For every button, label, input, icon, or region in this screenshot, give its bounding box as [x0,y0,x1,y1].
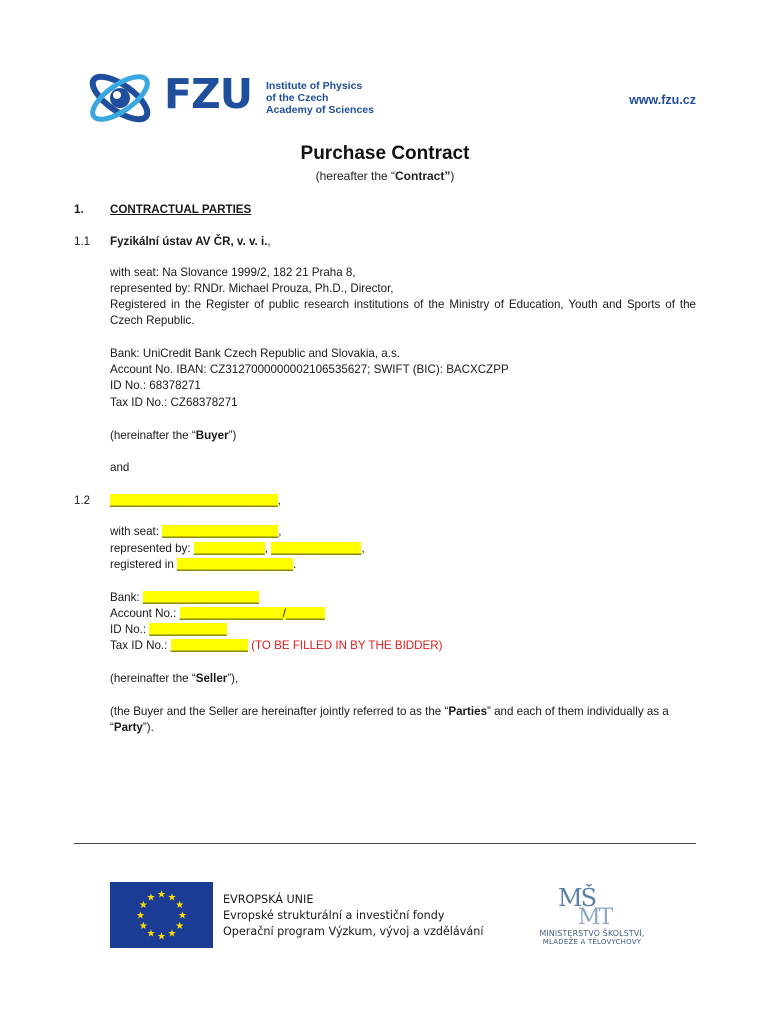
seller-registered: registered in __________________. [110,558,297,571]
fzu-atom-logo-icon [84,68,156,128]
buyer-account: Account No. IBAN: CZ3127000000002106535627; SWIFT (BIC): BACXCZPP [110,363,509,376]
buyer-registered: Registered in the Register of public research institutions of the Ministry of Education, Youth and Sports of the Czech Republic. [110,298,696,328]
bidder-fill-note: (TO BE FILLED IN BY THE BIDDER) [247,639,443,652]
seller-id-blank[interactable]: ____________ [149,623,227,636]
buyer-represented: represented by: RNDr. Michael Prouza, Ph.D., Director, [110,282,394,295]
seller-seat-blank[interactable]: __________________ [162,525,279,538]
seller-registered-blank[interactable]: __________________ [177,558,294,571]
eu-star-icon: ★ [175,921,185,932]
clause-number: 1.1 [74,235,91,248]
section-number: 1. [74,203,84,216]
seller-name-blank[interactable]: __________________________ [110,494,278,507]
seller-name: __________________________, [110,494,281,507]
seller-representative-role-blank[interactable]: ______________ [271,542,362,555]
seller-tax-id: Tax ID No.: ____________ (TO BE FILLED IN BY THE BIDDER) [110,639,443,652]
msmt-name [524,929,660,947]
seller-bank: Bank: __________________ [110,591,259,604]
eu-text-line: Evropské strukturální a investiční fondy [223,909,445,923]
eu-funding-text [223,892,483,941]
eu-text-line: Operační program Výzkum, vývoj a vzdělávání [223,925,484,939]
buyer-id: ID No.: 68378271 [110,379,201,392]
buyer-seat: with seat: Na Slovance 1999/2, 182 21 Praha 8, [110,266,356,279]
seller-bank-blank[interactable]: __________________ [142,591,259,604]
section-heading: CONTRACTUAL PARTIES [110,203,252,216]
parties-definition: (the Buyer and the Seller are hereinafter jointly referred to as the “Parties” and each of them individually as a “Party”). [110,705,669,735]
clause-number: 1.2 [74,494,91,507]
seller-id: ID No.: ____________ [110,623,227,636]
footer-divider [74,843,696,844]
seller-represented: represented by: ___________, ______________, [110,542,365,555]
msmt-logo-icon [556,884,626,926]
seller-account-blank[interactable]: ________________/______ [179,607,325,620]
eu-star-icon: ★ [136,910,145,922]
msmt-name-line: MLÁDEŽE A TĚLOVÝCHOVY [542,938,642,946]
msmt-name-line: MINISTERSTVO ŠKOLSTVÍ, [539,929,645,938]
eu-star-icon: ★ [157,889,166,901]
eu-star-icon: ★ [178,910,187,922]
buyer-hereinafter: (hereinafter the “Buyer”) [110,429,237,442]
seller-hereinafter: (hereinafter the “Seller”), [110,672,239,685]
institute-name-line: Institute of Physics [266,80,363,92]
buyer-bank: Bank: UniCredit Bank Czech Republic and Slovakia, a.s. [110,347,400,360]
svg-text:MT: MT [578,905,612,926]
buyer-name: Fyzikální ústav AV ČR, v. v. i., [110,235,271,248]
seller-account: Account No.: ________________/______ [110,607,325,620]
seller-tax-id-blank[interactable]: ____________ [170,639,248,652]
eu-star-icon: ★ [138,921,148,932]
eu-flag-icon [110,882,213,948]
institute-name [266,80,374,116]
fzu-logo-letters: FZU [164,70,253,118]
page-subtitle: (hereafter the “Contract”) [315,169,455,183]
eu-star-icon: ★ [167,928,177,940]
eu-star-icon: ★ [146,892,156,904]
buyer-tax-id: Tax ID No.: CZ68378271 [110,396,238,409]
institute-name-line: of the Czech [266,92,329,104]
svg-text:MŠ: MŠ [558,884,596,912]
seller-representative-blank[interactable]: ___________ [193,542,265,555]
eu-star-icon: ★ [167,892,177,904]
eu-star-icon: ★ [157,931,166,943]
eu-star-icon: ★ [146,928,156,940]
eu-star-icon: ★ [175,900,185,911]
website-link[interactable]: www.fzu.cz [629,93,696,107]
eu-star-icon: ★ [138,900,148,911]
seller-seat: with seat: __________________, [110,525,282,538]
page-title: Purchase Contract [300,143,470,164]
eu-text-line: EVROPSKÁ UNIE [223,893,314,906]
institute-name-line: Academy of Sciences [266,104,374,116]
and-text: and [110,461,130,474]
